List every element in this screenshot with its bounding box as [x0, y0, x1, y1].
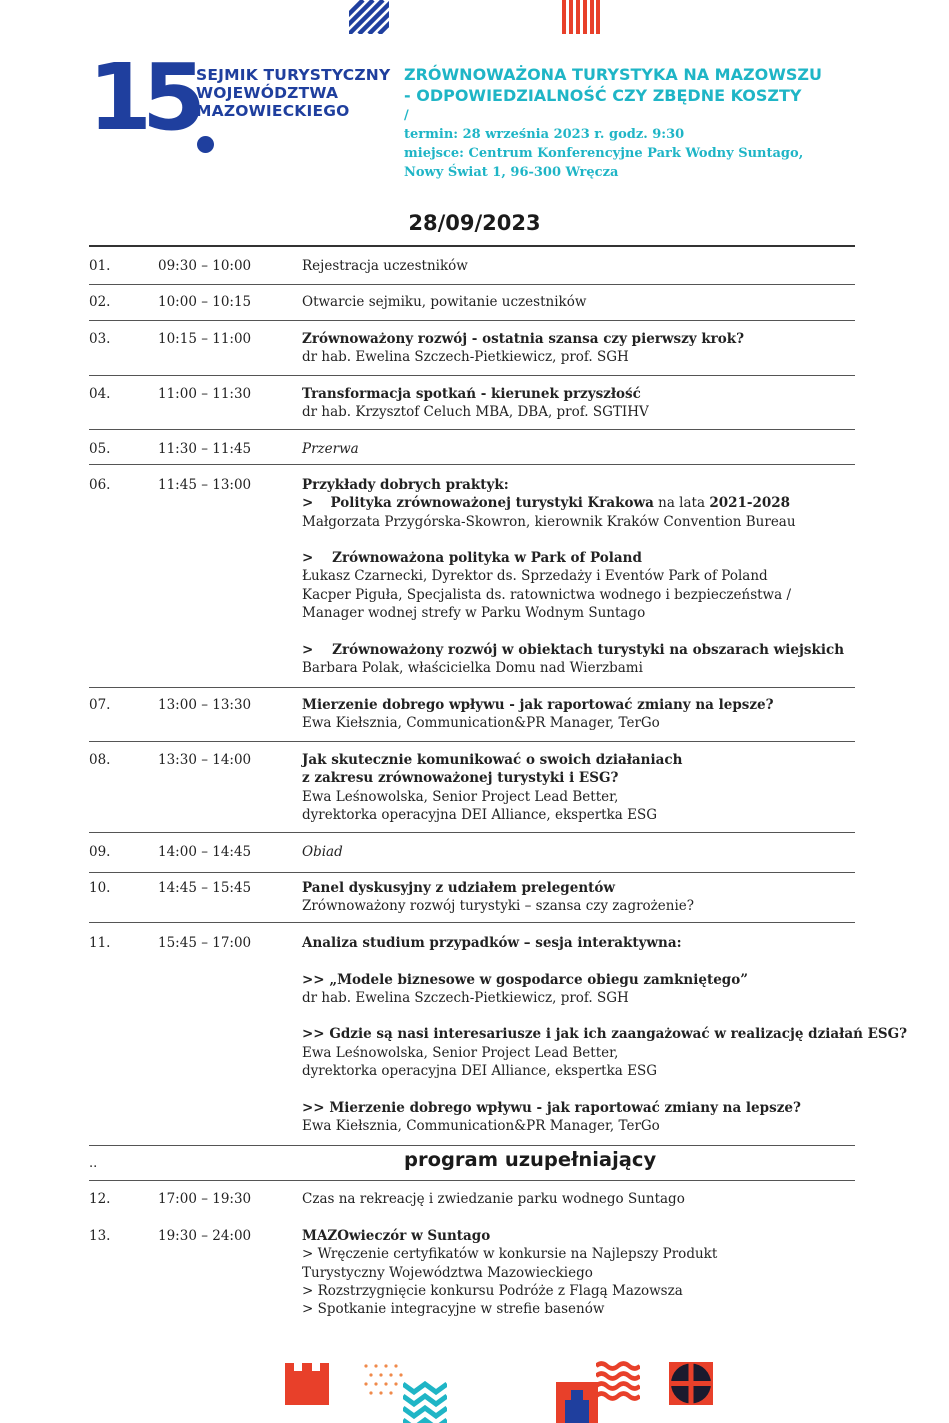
red-tower-icon — [556, 1382, 598, 1423]
speaker: Manager wodnej strefy w Parku Wodnym Suntago — [302, 605, 646, 622]
practice-item — [302, 641, 855, 659]
event-term: termin: 28 września 2023 r. godz. 9:30 — [404, 127, 685, 142]
row-text: Obiad — [302, 844, 343, 860]
speaker: Ewa Leśnowolska, Senior Project Lead Better, — [302, 1044, 619, 1061]
speaker: Barbara Polak, właścicielka Domu nad Wierzbami — [302, 659, 643, 676]
row-text: Otwarcie sejmiku, powitanie uczestników — [302, 294, 587, 310]
row-time: 19:30 – 24:00 — [158, 1228, 252, 1244]
practice-item — [302, 549, 855, 567]
session-title: Mierzenie dobrego wpływu - jak raportować zmiany na lepsze? — [302, 697, 774, 713]
row-time: 13:30 – 14:00 — [158, 752, 252, 768]
logo-line-1: SEJMIK TURYSTYCZNY — [196, 66, 391, 84]
divider — [89, 429, 855, 430]
row-time: 13:00 – 13:30 — [158, 697, 252, 713]
row-number: 11. — [89, 935, 111, 951]
teal-chevrons-icon — [403, 1381, 447, 1423]
row-number: 09. — [89, 844, 111, 860]
row-time: 14:45 – 15:45 — [158, 880, 252, 896]
row-time: 09:30 – 10:00 — [158, 258, 252, 274]
supplementary-dots: .. — [89, 1156, 98, 1171]
row-text: Rejestracja uczestników — [302, 258, 468, 274]
row-text: Przerwa — [302, 441, 359, 457]
divider — [89, 320, 855, 321]
bullet: > — [302, 550, 314, 567]
diagonal-stripes-icon — [349, 0, 389, 34]
session-title: z zakresu zrównoważonej turystyki i ESG? — [302, 770, 619, 787]
row-time: 17:00 – 19:30 — [158, 1191, 252, 1207]
session-title: MAZOwieczór w Suntago — [302, 1228, 491, 1244]
evening-item: > Rozstrzygnięcie konkursu Podróże z Flagą Mazowsza — [302, 1282, 683, 1299]
practice-title: Zrównoważona polityka w Park of Poland — [332, 550, 642, 567]
row-time: 10:00 – 10:15 — [158, 294, 252, 310]
speaker: Ewa Kiełsznia, Communication&PR Manager, TerGo — [302, 1117, 660, 1134]
speaker: dr hab. Ewelina Szczech-Pietkiewicz, prof. SGH — [302, 349, 629, 366]
case-title: >> „Modele biznesowe w gospodarce obiegu zamkniętego” — [302, 971, 748, 988]
red-waves-icon — [596, 1361, 640, 1401]
row-number: 12. — [89, 1191, 111, 1207]
session-subtitle: Zrównoważony rozwój turystyki – szansa czy zagrożenie? — [302, 898, 695, 915]
divider — [89, 375, 855, 376]
case-title: >> Gdzie są nasi interesariusze i jak ich zaangażować w realizację działań ESG? — [302, 1026, 908, 1043]
row-time: 14:00 – 14:45 — [158, 844, 252, 860]
row-time: 11:00 – 11:30 — [158, 386, 252, 402]
row-number: 07. — [89, 697, 111, 713]
evening-item: > Wręczenie certyfikatów w konkursie na Najlepszy Produkt — [302, 1246, 718, 1263]
logo-line-2: WOJEWÓDZTWA — [196, 84, 339, 102]
evening-item: > Spotkanie integracyjne w strefie basenów — [302, 1301, 605, 1318]
dark-circle-icon — [669, 1362, 713, 1405]
bullet: > — [302, 641, 314, 658]
logo-line-3: MAZOWIECKIEGO — [196, 102, 350, 120]
speaker: dr hab. Krzysztof Celuch MBA, DBA, prof. SGTIHV — [302, 404, 649, 421]
session-title: Zrównoważony rozwój - ostatnia szansa czy pierwszy krok? — [302, 331, 745, 347]
logo-number: 15 — [88, 44, 197, 151]
session-title: Analiza studium przypadków – sesja interaktywna: — [302, 935, 682, 951]
row-time: 15:45 – 17:00 — [158, 935, 252, 951]
speaker: dyrektorka operacyjna DEI Alliance, ekspertka ESG — [302, 1063, 657, 1080]
evening-item: Turystyczny Województwa Mazowieckiego — [302, 1264, 593, 1281]
session-title: Jak skutecznie komunikować o swoich działaniach — [302, 752, 683, 768]
event-slash: / — [404, 108, 409, 123]
row-number: 08. — [89, 752, 111, 768]
divider — [89, 872, 855, 873]
event-title-line-2: - ODPOWIEDZIALNOŚĆ CZY ZBĘDNE KOSZTY — [404, 86, 802, 105]
speaker: Kacper Piguła, Specjalista ds. ratownictwa wodnego i bezpieczeństwa / — [302, 586, 791, 603]
speaker: dr hab. Ewelina Szczech-Pietkiewicz, prof. SGH — [302, 989, 629, 1006]
row-number: 02. — [89, 294, 111, 310]
practice-item — [302, 494, 855, 512]
row-time: 10:15 – 11:00 — [158, 331, 252, 347]
case-title: >> Mierzenie dobrego wpływu - jak raportować zmiany na lepsze? — [302, 1099, 801, 1116]
logo-text — [196, 66, 390, 120]
row-number: 13. — [89, 1228, 111, 1244]
event-place-line-1: miejsce: Centrum Konferencyjne Park Wodny Suntago, — [404, 146, 804, 161]
practice-years: 2021-2028 — [709, 495, 791, 512]
speaker: Małgorzata Przygórska-Skowron, kierownik Kraków Convention Bureau — [302, 513, 796, 530]
practice-mid: na lata — [653, 495, 710, 512]
row-number: 01. — [89, 258, 111, 274]
divider — [89, 832, 855, 833]
row-number: 10. — [89, 880, 111, 896]
session-title: Panel dyskusyjny z udziałem prelegentów — [302, 880, 616, 896]
event-info — [404, 64, 822, 182]
red-stripes-icon — [562, 0, 600, 34]
divider — [89, 464, 855, 465]
divider — [89, 1145, 855, 1146]
logo-dot — [197, 136, 214, 153]
row-time: 11:45 – 13:00 — [158, 477, 252, 493]
divider — [89, 284, 855, 285]
row-number: 05. — [89, 441, 111, 457]
speaker: Ewa Kiełsznia, Communication&PR Manager, TerGo — [302, 715, 660, 732]
speaker: Ewa Leśnowolska, Senior Project Lead Better, — [302, 788, 619, 805]
orange-dots-icon — [362, 1362, 406, 1402]
bullet: > — [302, 495, 314, 512]
practice-title: Polityka zrównoważonej turystyki Krakowa — [330, 495, 654, 512]
event-place-line-2: Nowy Świat 1, 96-300 Wręcza — [404, 165, 619, 180]
speaker: Łukasz Czarnecki, Dyrektor ds. Sprzedaży i Eventów Park of Poland — [302, 568, 768, 585]
divider — [89, 245, 855, 247]
session-title: Przykłady dobrych praktyk: — [302, 477, 509, 493]
page-title-date: 28/09/2023 — [408, 211, 541, 235]
divider — [89, 922, 855, 923]
practice-title: Zrównoważony rozwój w obiektach turystyki na obszarach wiejskich — [332, 641, 845, 658]
divider — [89, 687, 855, 688]
session-title: Transformacja spotkań - kierunek przyszłość — [302, 386, 641, 402]
supplementary-title: program uzupełniający — [404, 1148, 657, 1171]
row-text: Czas na rekreację i zwiedzanie parku wodnego Suntago — [302, 1191, 685, 1207]
event-title-line-1: ZRÓWNOWAŻONA TURYSTYKA NA MAZOWSZU — [404, 65, 822, 84]
row-number: 04. — [89, 386, 111, 402]
divider — [89, 1180, 855, 1181]
row-number: 06. — [89, 477, 111, 493]
speaker: dyrektorka operacyjna DEI Alliance, ekspertka ESG — [302, 806, 657, 823]
red-castle-icon — [285, 1363, 329, 1405]
row-time: 11:30 – 11:45 — [158, 441, 252, 457]
divider — [89, 741, 855, 742]
row-number: 03. — [89, 331, 111, 347]
